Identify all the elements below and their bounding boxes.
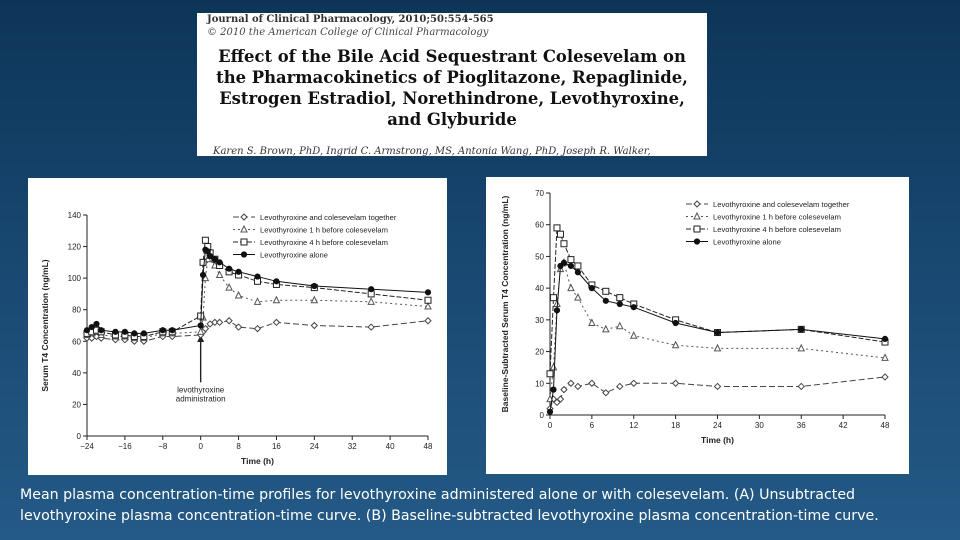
paper-title: Effect of the Bile Acid Sequestrant Colesevelam on the Pharmacokinetics of Pioglitazone, Repaglinide, Estrogen Estradiol, Norethindrone, Levothyroxine, and Glyburide [216,47,688,129]
data-point [160,328,165,333]
annotation-label: administration [175,394,226,404]
data-point [715,330,720,335]
y-tick-label: 20 [72,400,81,410]
x-tick-label: 24 [713,421,722,430]
data-point [94,321,99,326]
data-point [236,269,241,274]
chart-svg-0 [28,178,447,475]
data-point [557,231,563,237]
x-tick-label: 24 [309,442,319,451]
y-tick-label: 140 [67,211,81,220]
x-tick-label: 48 [880,421,890,430]
data-point [554,225,560,231]
legend-label: Levothyroxine 4 h before colesevelam [713,225,841,234]
legend-marker [241,252,246,257]
data-point [603,298,608,303]
x-tick-label: 18 [671,421,681,430]
data-point [617,301,622,306]
paper-header-image [197,13,707,156]
data-point [561,241,567,247]
y-tick-label: 120 [67,242,81,252]
legend-marker [694,213,700,219]
chart-svg-1 [486,177,909,474]
data-point [368,324,374,330]
y-tick-label: 100 [67,274,81,284]
y-tick-label: 0 [539,411,544,420]
data-point [425,318,431,324]
data-point [568,263,573,268]
data-point [312,283,317,288]
data-point [84,328,89,333]
data-point [575,263,581,269]
legend [233,213,397,260]
data-point [170,328,175,333]
x-tick-label: 36 [796,421,806,430]
data-point [631,305,636,310]
data-point [99,328,104,333]
series-2 [84,237,431,339]
data-point [274,279,279,284]
y-tick-label: 40 [72,368,81,378]
annotation-label: levothyroxine [177,385,225,395]
journal-reference: Journal of Clinical Pharmacology, 2010;50:554-565 [207,14,494,25]
y-tick-label: 60 [72,337,81,347]
data-point [882,374,888,380]
x-tick-label: −24 [80,442,94,451]
data-point [425,297,431,303]
legend-marker [694,226,700,232]
data-point [226,266,231,271]
data-point [208,253,213,258]
x-tick-label: 32 [347,442,357,451]
legend-label: Levothyroxine alone [713,237,781,247]
series-line [550,228,885,374]
data-point [311,323,317,329]
x-tick-label: 16 [271,442,281,451]
y-tick-label: 10 [535,379,544,389]
y-tick-label: 70 [535,189,544,198]
y-tick-label: 0 [76,432,81,441]
data-point [212,257,217,262]
data-point [589,380,595,386]
x-tick-label: 30 [754,421,764,430]
journal-copyright: © 2010 the American College of Clinical Pharmacology [207,27,489,38]
data-point [603,390,609,396]
data-point [631,332,637,338]
series-line [550,377,885,409]
y-axis-title: Baseline-Subtracted Serum T4 Concentration (ng/mL) [500,195,510,413]
x-tick-label: 48 [423,442,433,451]
y-tick-label: 60 [535,220,544,230]
legend-label: Levothyroxine 1 h before colesevelam [260,225,388,235]
y-axis-title: Serum T4 Concentration (ng/mL) [40,259,50,392]
data-point [575,294,581,300]
data-point [273,319,279,325]
y-tick-label: 30 [535,315,544,325]
legend-label: Levothyroxine alone [260,250,328,260]
legend-marker [241,214,247,220]
data-point [122,329,127,334]
data-point [141,331,146,336]
data-point [273,297,279,303]
data-point [715,345,721,351]
data-point [198,323,203,328]
legend-marker [241,226,247,232]
series-line [87,250,428,334]
y-tick-label: 20 [535,347,544,357]
x-tick-label: −8 [158,442,168,451]
chart-unsubtracted [28,178,447,475]
data-point [200,259,206,265]
data-point [554,308,559,313]
data-point [673,380,679,386]
legend-marker [694,239,699,244]
data-point [617,323,623,329]
data-point [89,324,94,329]
data-point [568,285,574,291]
data-point [217,260,222,265]
data-point [217,319,223,325]
data-point [631,380,637,386]
series-0 [547,374,888,412]
data-point [132,331,137,336]
data-point [799,327,804,332]
data-point [617,383,623,389]
data-point [589,286,594,291]
data-point [425,290,430,295]
data-point [568,257,574,263]
data-point [575,270,580,275]
data-point [673,320,678,325]
data-point [603,326,609,332]
legend-label: Levothyroxine and colesevelam together [260,213,397,222]
legend-label: Levothyroxine 4 h before colesevelam [260,238,388,247]
x-tick-label: 40 [385,442,395,451]
x-tick-label: 0 [547,421,553,430]
data-point [368,298,374,304]
series-line [87,240,428,336]
legend-marker [694,201,700,207]
data-point [311,297,317,303]
series-3 [84,247,430,336]
data-point [217,271,223,277]
data-point [113,329,118,334]
data-point [715,383,721,389]
x-tick-label: 6 [589,421,595,430]
data-point [547,409,552,414]
legend-label: Levothyroxine 1 h before colesevelam [713,212,841,222]
legend [686,200,850,247]
data-point [561,260,566,265]
chart-baseline-subtracted [486,177,909,474]
figure-caption: Mean plasma concentration-time profiles for levothyroxine administered alone or with colesevelam. (A) Unsubtracted levothyroxine plasma concentration-time curve. (B) Baseline-subtracted levothyroxine plasma concentration-time curve. [20,487,879,524]
data-point [617,295,623,301]
data-point [369,287,374,292]
data-point [202,237,208,243]
data-point [236,324,242,330]
data-point [200,272,205,277]
y-tick-label: 40 [535,284,544,294]
x-axis-title: Time (h) [701,435,734,445]
data-point [575,383,581,389]
data-point [798,345,804,351]
y-tick-label: 80 [72,305,81,315]
data-point [603,288,609,294]
data-point [547,371,553,377]
data-point [255,274,260,279]
data-point [798,383,804,389]
data-point [673,342,679,348]
series-3 [547,260,887,414]
x-axis-title: Time (h) [241,456,274,466]
data-point [882,354,888,360]
data-point [551,387,556,392]
x-tick-label: 8 [236,442,241,451]
data-point [226,318,232,324]
x-tick-label: 0 [198,442,203,451]
data-point [550,364,556,370]
legend-marker [241,239,247,245]
x-tick-label: 12 [629,421,639,430]
y-tick-label: 50 [535,252,544,262]
data-point [882,336,887,341]
x-tick-label: −16 [118,442,132,451]
data-point [255,326,261,332]
data-point [589,320,595,326]
series-2 [547,225,888,377]
data-point [550,295,556,301]
x-tick-label: 42 [838,421,848,430]
paper-authors: Karen S. Brown, PhD, Ingrid C. Armstrong, MS, Antonia Wang, PhD, Joseph R. Walker, [213,146,651,156]
legend-label: Levothyroxine and colesevelam together [713,200,850,209]
data-point [236,292,242,298]
